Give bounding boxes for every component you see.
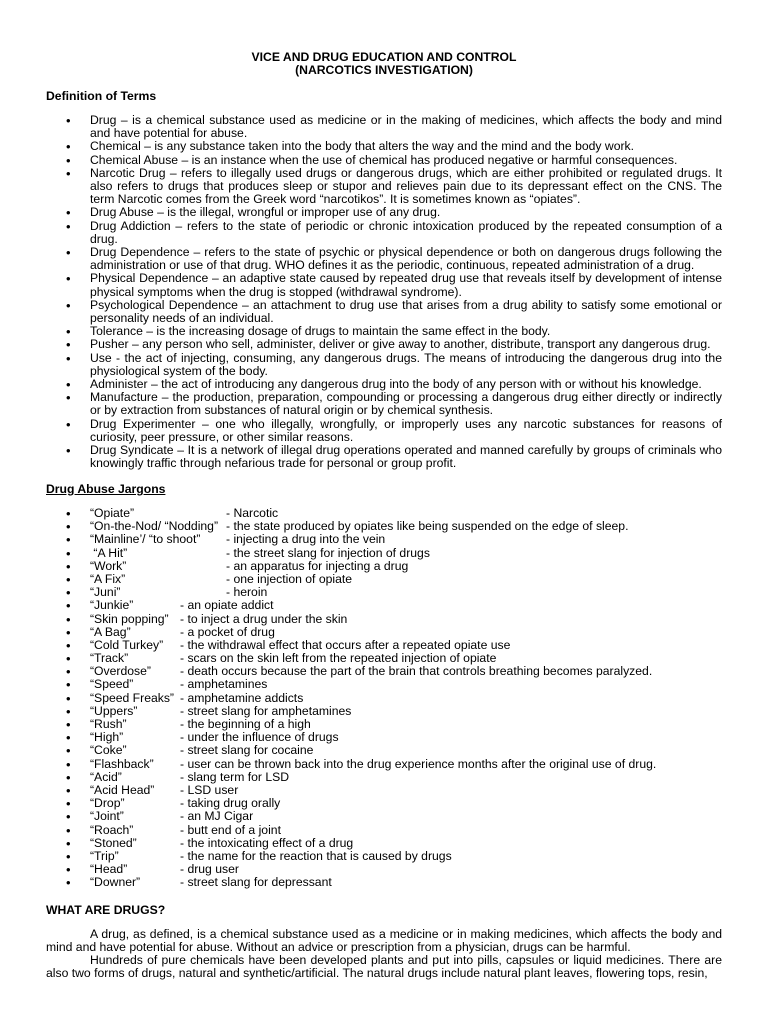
jargon-meaning: - injecting a drug into the vein xyxy=(226,532,386,547)
jargon-term: • “Acid” xyxy=(90,769,122,784)
definition-item: • Drug Syndicate – It is a network of illegal drug operations operated and manned carefully by groups of criminals who knowingly traffic through nefarious trade for personal or group profit. xyxy=(0,444,768,470)
jargon-term: • “Speed Freaks” xyxy=(90,690,174,705)
jargon-term: • “Rush” xyxy=(90,717,127,731)
definition-item: • Drug Experimenter – one who illegally, wrongfully, or improperly uses any narcotic substances for reasons of curiosity, peer pressure, or other similar reasons. xyxy=(0,418,768,444)
jargon-term: • “Opiate” xyxy=(90,506,135,520)
definition-item: • Drug – is a chemical substance used as medicine or in the making of medicines, which affects the body and mind and have potential for abuse. xyxy=(0,114,768,140)
jargon-item xyxy=(0,758,768,771)
document-title: VICE AND DRUG EDUCATION AND CONTROL xyxy=(251,50,517,64)
jargon-term: • “Head” xyxy=(90,862,128,877)
jargon-term: • “Mainline’/ “to shoot” xyxy=(90,532,201,547)
jargon-item xyxy=(0,533,768,546)
jargon-meaning: - a pocket of drug xyxy=(180,624,275,639)
jargon-term: • “High” xyxy=(90,730,124,745)
jargon-term: • “A Hit” xyxy=(90,545,128,560)
jargon-term: • “A Fix” xyxy=(90,571,126,586)
jargon-meaning: - the street slang for injection of drugs xyxy=(226,545,430,560)
jargon-meaning: - amphetamines xyxy=(180,677,268,692)
definitions-heading: Definition of Terms xyxy=(46,89,157,103)
jargon-term: • “Junkie” xyxy=(90,598,134,613)
jargon-item xyxy=(0,626,768,639)
jargon-meaning: - user can be thrown back into the drug experience months after the original use of drug. xyxy=(180,756,657,771)
jargon-term: • “Acid Head” xyxy=(90,782,155,797)
jargon-term: • “Skin popping” xyxy=(90,611,169,626)
jargon-item xyxy=(0,613,768,626)
definition-item: • Psychological Dependence – an attachment to drug use that arises from a drug ability to satisfy some emotional or personality needs of an individual. xyxy=(0,299,768,325)
jargon-meaning: - an opiate addict xyxy=(180,598,274,613)
jargon-meaning: - LSD user xyxy=(180,782,239,797)
jargon-term: • “Downer” xyxy=(90,875,141,890)
jargon-item xyxy=(0,547,768,560)
paragraph-text: Hundreds of pure chemicals have been developed plants and put into pills, capsules or liquid medicines. There are also two forms of drugs, natural and synthetic/artificial. The natural drugs include natural plant leaves, flowering tops, resin, xyxy=(46,953,722,981)
definitions-list xyxy=(0,114,768,470)
jargon-meaning: - Narcotic xyxy=(226,506,279,520)
definition-item: • Drug Abuse – is the illegal, wrongful or improper use of any drug. xyxy=(0,206,768,219)
jargon-term: • “Cold Turkey” xyxy=(90,637,164,652)
jargon-meaning: - an apparatus for injecting a drug xyxy=(226,558,409,573)
jargon-term: • “A Bag” xyxy=(90,624,131,639)
jargon-item xyxy=(0,824,768,837)
jargon-meaning: - to inject a drug under the skin xyxy=(180,611,348,626)
jargon-item xyxy=(0,560,768,573)
jargon-term: • “Work” xyxy=(90,558,127,573)
jargon-item xyxy=(0,810,768,823)
jargons-heading: Drug Abuse Jargons xyxy=(46,482,166,496)
definition-item: • Tolerance – is the increasing dosage of drugs to maintain the same effect in the body. xyxy=(0,325,768,338)
jargon-meaning: - the state produced by opiates like being suspended on the edge of sleep. xyxy=(226,519,629,534)
jargon-meaning: - heroin xyxy=(226,585,268,600)
paragraph-definition xyxy=(46,928,722,954)
jargon-term: • “Drop” xyxy=(90,796,125,811)
jargon-term: • “Roach” xyxy=(90,822,134,837)
jargon-meaning: - under the influence of drugs xyxy=(180,730,339,745)
jargon-term: • “Speed” xyxy=(90,677,134,692)
jargon-meaning: - one injection of opiate xyxy=(226,571,353,586)
jargon-meaning: - the intoxicating effect of a drug xyxy=(180,835,354,850)
jargon-item xyxy=(0,771,768,784)
jargon-item xyxy=(0,599,768,612)
definition-item: • Use - the act of injecting, consuming, any dangerous drugs. The means of introducing the dangerous drug into the physiological system of the body. xyxy=(0,352,768,378)
document-subtitle: (NARCOTICS INVESTIGATION) xyxy=(295,63,473,77)
definition-item: • Administer – the act of introducing any dangerous drug into the body of any person with or without his knowledge. xyxy=(0,378,768,391)
jargon-term: • “Coke” xyxy=(90,743,127,758)
jargon-meaning: - street slang for cocaine xyxy=(180,743,314,758)
jargon-item xyxy=(0,678,768,691)
jargon-item xyxy=(0,692,768,705)
jargon-meaning: - drug user xyxy=(180,862,239,877)
definition-item: • Drug Dependence – refers to the state of psychic or physical dependence or both on dangerous drugs following the administration or use of that drug. WHO defines it as the periodic, continuous, repeated administration of a drug. xyxy=(0,246,768,272)
jargon-meaning: - amphetamine addicts xyxy=(180,690,304,705)
jargon-item xyxy=(0,876,768,889)
jargon-meaning: - street slang for amphetamines xyxy=(180,703,352,718)
definition-item: • Drug Addiction – refers to the state of periodic or chronic intoxication produced by the repeated consumption of a drug. xyxy=(0,220,768,246)
jargon-meaning: - the beginning of a high xyxy=(180,717,311,731)
jargon-meaning: - slang term for LSD xyxy=(180,769,290,784)
definition-item: • Chemical – is any substance taken into the body that alters the way and the mind and the body work. xyxy=(0,140,768,153)
jargon-term: • “Overdose” xyxy=(90,664,151,679)
jargon-meaning: - butt end of a joint xyxy=(180,822,281,837)
paragraph-forms xyxy=(46,954,722,980)
jargon-item xyxy=(0,744,768,757)
jargon-item xyxy=(0,837,768,850)
jargon-meaning: - an MJ Cigar xyxy=(180,809,254,824)
jargon-meaning: - death occurs because the part of the brain that controls breathing becomes paralyzed. xyxy=(180,664,653,679)
jargon-meaning: - the name for the reaction that is caused by drugs xyxy=(180,848,452,863)
jargon-term: • “Trip” xyxy=(90,848,119,863)
drugs-heading: WHAT ARE DRUGS? xyxy=(46,903,166,917)
jargon-meaning: - taking drug orally xyxy=(180,796,281,811)
jargon-term: • “Stoned” xyxy=(90,835,137,850)
jargon-term: • “On-the-Nod/ “Nodding” xyxy=(90,519,219,534)
jargon-meaning: - street slang for depressant xyxy=(180,875,332,890)
definition-item: • Narcotic Drug – refers to illegally used drugs or dangerous drugs, which are either prohibited or regulated drugs. It also refers to drugs that produces sleep or stupor and relieves pain due to its depressant effect on the CNS. The term Narcotic comes from the Greek word “narcotikos”. It is sometimes known as “opiates”. xyxy=(0,167,768,207)
definition-item: • Chemical Abuse – is an instance when the use of chemical has produced negative or harmful consequences. xyxy=(0,154,768,167)
definition-item: • Manufacture – the production, preparation, compounding or processing a dangerous drug either directly or indirectly or by extraction from substances of natural origin or by chemical synthesis. xyxy=(0,391,768,417)
paragraph-text: A drug, as defined, is a chemical substance used as a medicine or in making medicines, which affects the body and mind and have potential for abuse. Without an advice or prescription from a physician, drugs can be harmful. xyxy=(46,927,722,955)
jargon-term: • “Track” xyxy=(90,651,129,666)
jargon-term: • “Uppers” xyxy=(90,703,138,718)
jargons-list xyxy=(0,507,768,889)
definition-item: • Physical Dependence – an adaptive state caused by repeated drug use that reveals itself by development of intense physical symptoms when the drug is stopped (withdrawal syndrome). xyxy=(0,272,768,298)
jargon-meaning: - scars on the skin left from the repeated injection of opiate xyxy=(180,651,497,666)
jargon-term: • “Joint” xyxy=(90,809,124,824)
jargon-term: • “Juni” xyxy=(90,585,121,600)
jargon-meaning: - the withdrawal effect that occurs after a repeated opiate use xyxy=(180,637,511,652)
jargon-term: • “Flashback” xyxy=(90,756,154,771)
definition-item: • Pusher – any person who sell, administer, deliver or give away to another, distribute, transport any dangerous drug. xyxy=(0,338,768,351)
